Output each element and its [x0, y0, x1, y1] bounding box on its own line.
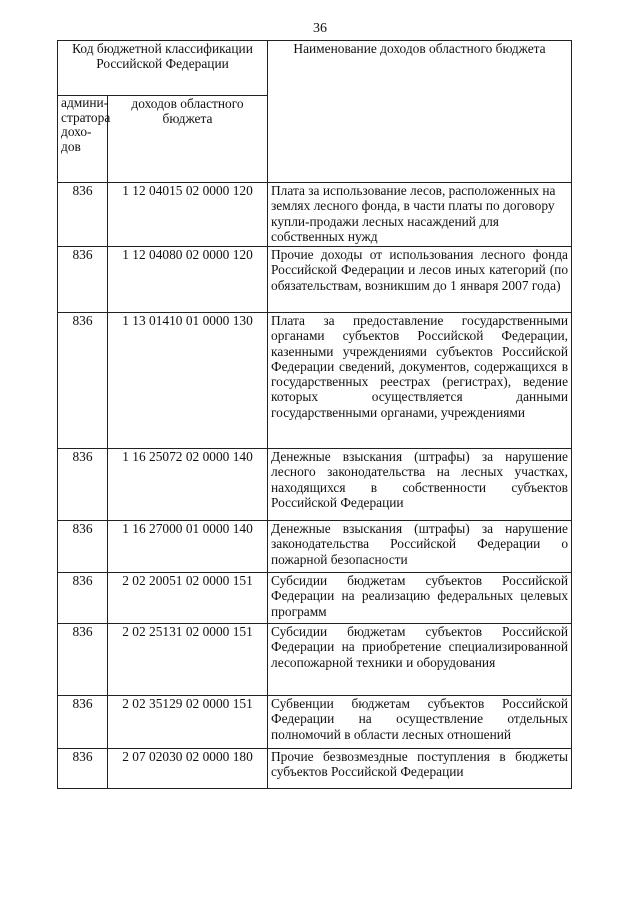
income-code-cell: 2 02 20051 02 0000 151 — [108, 573, 268, 624]
admin-code-cell: 836 — [58, 247, 108, 313]
income-name-cell: Прочие доходы от использования лесного фонда Российской Федерации и лесов иных категорий (по обязательствам, возникшим до 1 января 2007 года) — [268, 247, 572, 313]
admin-code-cell: 836 — [58, 521, 108, 573]
income-name-cell: Денежные взыскания (штрафы) за нарушение законодательства Российской Федерации о пожарной безопасности — [268, 521, 572, 573]
admin-code-cell: 836 — [58, 696, 108, 749]
header-income-name — [268, 41, 572, 183]
header-income-code: доходов областного бюджета — [108, 96, 268, 183]
budget-classification-table — [57, 40, 572, 789]
admin-code-cell: 836 — [58, 573, 108, 624]
income-code-cell: 2 02 25131 02 0000 151 — [108, 624, 268, 696]
income-name-cell: Плата за использование лесов, расположенных на землях лесного фонда, в части платы по договору купли-продажи лесных насаждений для собственных нужд — [268, 183, 572, 247]
header-budget-classification: Код бюджетной классификации Российской Федерации — [58, 41, 268, 96]
income-name-cell: Денежные взыскания (штрафы) за нарушение лесного законодательства на лесных участках, находящихся в собственности субъектов Российской Федерации — [268, 449, 572, 521]
admin-code-cell: 836 — [58, 749, 108, 789]
header-income-name-text: Наименование доходов областного бюджета — [293, 41, 546, 56]
income-code-cell: 2 07 02030 02 0000 180 — [108, 749, 268, 789]
page-number: 36 — [313, 21, 327, 36]
table-row — [58, 449, 572, 521]
header-administrator: админи-стратора дохо-дов — [58, 96, 108, 183]
table-row — [58, 247, 572, 313]
table-row — [58, 749, 572, 789]
table-row — [58, 573, 572, 624]
table-row — [58, 313, 572, 449]
income-code-cell: 1 12 04080 02 0000 120 — [108, 247, 268, 313]
income-name-cell: Плата за предоставление государственными органами субъектов Российской Федерации, казенными учреждениями субъектов Российской Федерации сведений, документов, содержащихся в государственных реестрах (регистрах), ведение которых осуществляется данными государственными органами, учреждениями — [268, 313, 572, 449]
table-row — [58, 521, 572, 573]
income-name-cell: Прочие безвозмездные поступления в бюджеты субъектов Российской Федерации — [268, 749, 572, 789]
income-code-cell: 1 16 25072 02 0000 140 — [108, 449, 268, 521]
table-row — [58, 183, 572, 247]
table-row — [58, 624, 572, 696]
income-name-cell: Субсидии бюджетам субъектов Российской Федерации на реализацию федеральных целевых программ — [268, 573, 572, 624]
income-code-cell: 2 02 35129 02 0000 151 — [108, 696, 268, 749]
admin-code-cell: 836 — [58, 624, 108, 696]
income-code-cell: 1 13 01410 01 0000 130 — [108, 313, 268, 449]
table-body — [58, 183, 572, 789]
income-code-cell: 1 16 27000 01 0000 140 — [108, 521, 268, 573]
income-name-cell: Субсидии бюджетам субъектов Российской Федерации на приобретение специализированной лесопожарной техники и оборудования — [268, 624, 572, 696]
admin-code-cell: 836 — [58, 313, 108, 449]
admin-code-cell: 836 — [58, 183, 108, 247]
admin-code-cell: 836 — [58, 449, 108, 521]
income-code-cell: 1 12 04015 02 0000 120 — [108, 183, 268, 247]
table-row — [58, 696, 572, 749]
income-name-cell: Субвенции бюджетам субъектов Российской Федерации на осуществление отдельных полномочий в области лесных отношений — [268, 696, 572, 749]
